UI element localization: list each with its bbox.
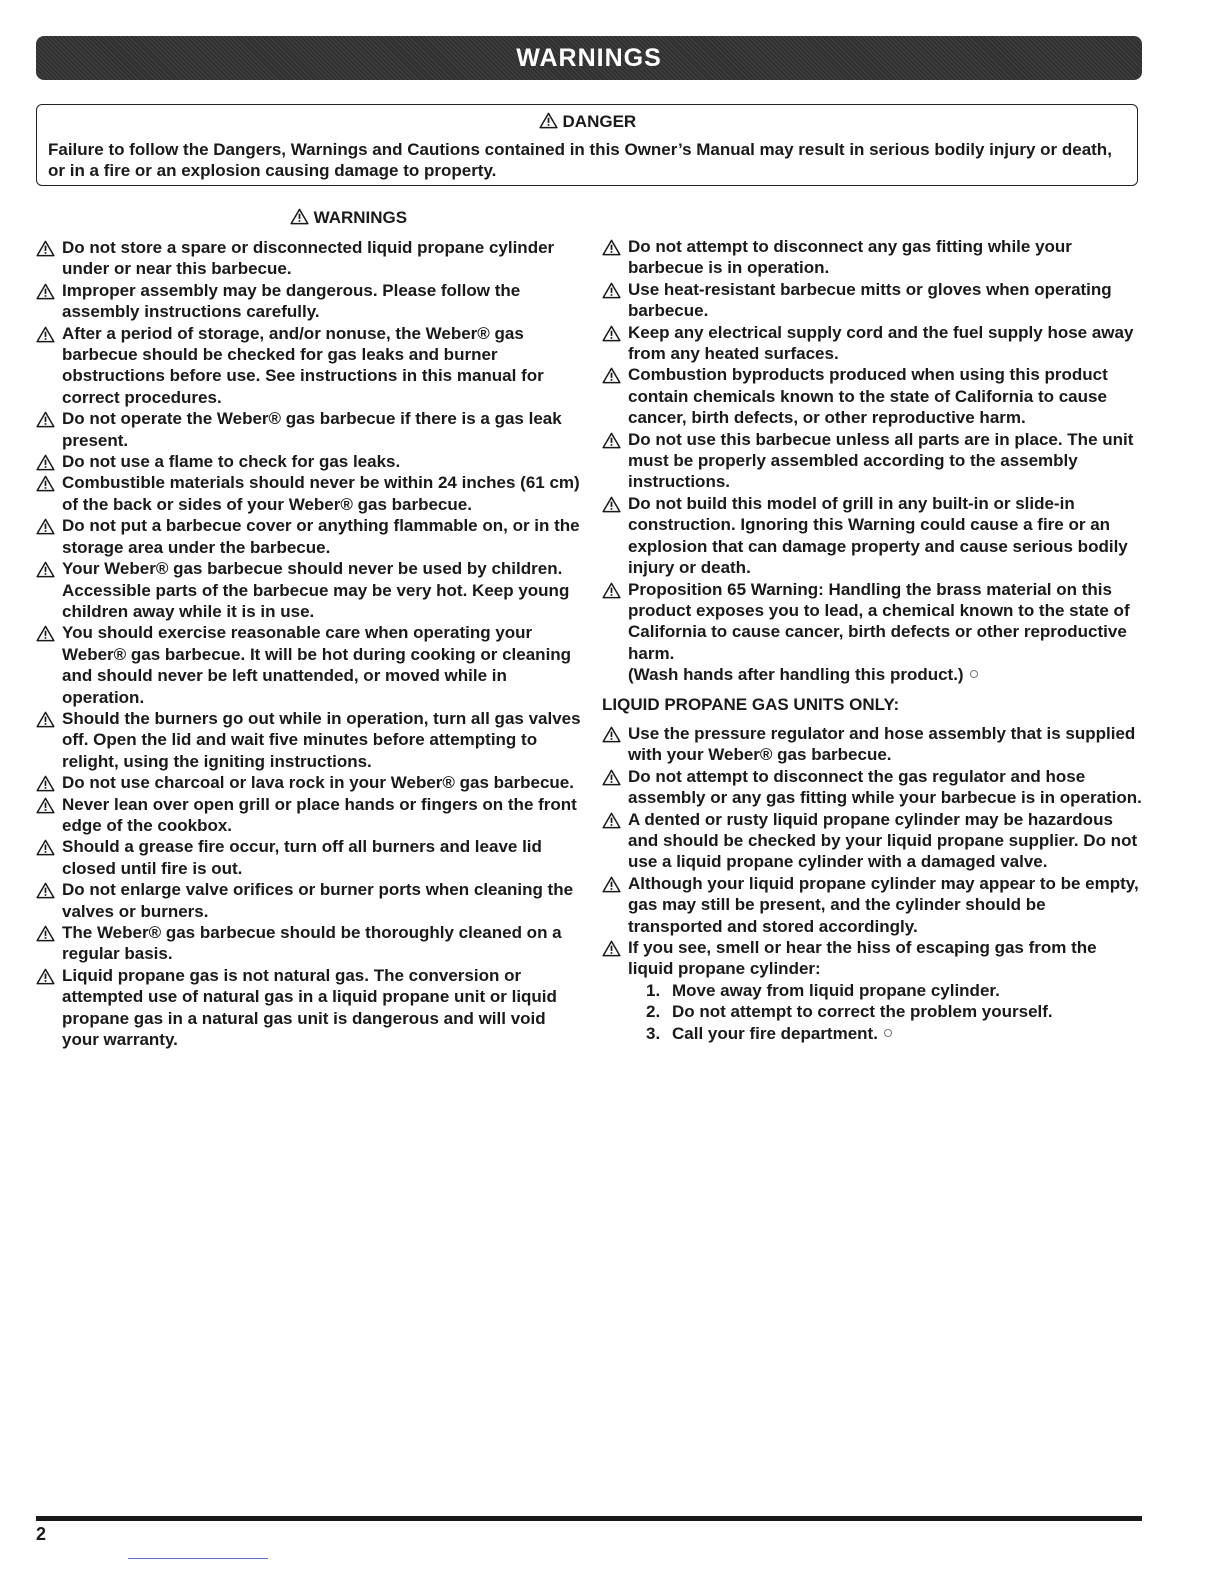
warning-text: Combustible materials should never be within 24 inches (61 cm) of the back or sides of your Weber® gas barbecue. [62,473,580,514]
leak-intro: If you see, smell or hear the hiss of escaping gas from the liquid propane cylinder: [628,938,1097,979]
warning-text: Do not store a spare or disconnected liquid propane cylinder under or near this barbecue. [62,238,555,279]
end-mark-icon [884,1029,892,1037]
step-text: Call your fire department. [672,1023,878,1043]
warning-triangle-icon [602,769,621,786]
prop65-item [602,579,1142,686]
danger-heading [48,111,1127,133]
warning-triangle-icon [36,775,55,792]
warning-text: Improper assembly may be dangerous. Please follow the assembly instructions carefully. [62,280,521,322]
warning-text: Your Weber® gas barbecue should never be used by children. Accessible parts of the barbecue may be very hot. Keep young children away while it is in use. [62,559,570,621]
warning-triangle-icon [36,711,55,728]
prop65-note-text: (Wash hands after handling this product.) [628,665,964,685]
warnings-banner [36,36,1142,80]
danger-heading-text: DANGER [562,112,637,131]
warning-text: Do not build this model of grill in any built-in or slide-in construction. Ignoring this Warning could cause a fire or an explosion that can damage property and cause serious bodily injury or death. [628,493,1128,578]
warning-text: Do not operate the Weber® gas barbecue if there is a gas leak present. [62,409,562,450]
warning-item [36,772,581,793]
warning-triangle-icon [602,282,621,299]
warning-text: Do not attempt to disconnect any gas fitting while your barbecue is in operation. [628,237,1072,278]
warning-text: Do not enlarge valve orifices or burner ports when cleaning the valves or burners. [62,880,574,921]
warning-item [36,323,581,409]
warning-triangle-icon [36,839,55,856]
warning-text: Do not put a barbecue cover or anything flammable on, or in the storage area under the barbecue. [62,516,580,557]
warning-triangle-icon [290,208,309,225]
warning-triangle-icon [602,496,621,513]
footer-line [128,1558,268,1559]
warning-item [36,280,581,323]
warning-triangle-icon [36,283,55,300]
step-text: Do not attempt to correct the problem yourself. [672,1002,1053,1022]
warning-triangle-icon [36,411,55,428]
warning-text: Use heat-resistant barbecue mitts or gloves when operating barbecue. [628,279,1112,321]
warning-text: Liquid propane gas is not natural gas. The conversion or attempted use of natural gas in a liquid propane unit or liquid propane gas in a natural gas unit is dangerous and will void your warranty. [62,965,557,1050]
warning-item [602,279,1142,322]
leak-step [646,1001,1142,1022]
warning-triangle-icon [602,582,621,599]
warning-item [36,836,581,879]
warning-text: Keep any electrical supply cord and the fuel supply hose away from any heated surfaces. [628,322,1134,364]
warning-text: The Weber® gas barbecue should be thoroughly cleaned on a regular basis. [62,923,562,964]
warning-triangle-icon [602,367,621,384]
warning-item [602,493,1142,579]
warning-triangle-icon [602,726,621,743]
warning-triangle-icon [602,876,621,893]
right-column [602,236,1142,1044]
leak-step [646,1023,1142,1044]
warning-triangle-icon [36,240,55,257]
step-text: Move away from liquid propane cylinder. [672,980,1000,1000]
warnings-heading [36,207,581,229]
warning-triangle-icon [602,325,621,342]
warning-item [36,515,581,558]
warning-text: Do not use a flame to check for gas leaks. [62,452,401,472]
warning-triangle-icon [602,432,621,449]
warning-text: After a period of storage, and/or nonuse, the Weber® gas barbecue should be checked for gas leaks and burner obstructions before use. See instructions in this manual for correct procedures. [62,323,544,407]
page-number: 2 [36,1524,47,1544]
warning-item [36,879,581,922]
step-number: 2. [646,1002,661,1022]
step-number: 1. [646,980,661,1000]
page-title: WARNINGS [516,43,662,72]
warning-item [36,922,581,965]
lp-heading: LIQUID PROPANE GAS UNITS ONLY: [602,694,900,714]
prop65-text: Proposition 65 Warning: Handling the brass material on this product exposes you to lead, a chemical known to the state of California to cause cancer, birth defects or other reproductive harm. [628,579,1130,663]
warning-item [36,408,581,451]
warning-text: A dented or rusty liquid propane cylinder may be hazardous and should be checked by your liquid propane supplier. Do not use a liquid propane cylinder with a damaged valve. [628,809,1138,872]
leak-item [602,937,1142,980]
warning-triangle-icon [602,940,621,957]
warning-item [602,873,1142,937]
warning-triangle-icon [36,925,55,942]
warning-item [602,809,1142,873]
warnings-heading-text: WARNINGS [313,208,408,227]
warning-triangle-icon [602,812,621,829]
warning-text: Do not use charcoal or lava rock in your Weber® gas barbecue. [62,773,574,793]
warning-triangle-icon [36,475,55,492]
warning-triangle-icon [36,454,55,471]
warning-item [602,322,1142,365]
warning-text: Never lean over open grill or place hands or fingers on the front edge of the cookbox. [62,794,577,835]
warning-triangle-icon [36,326,55,343]
left-column [36,207,581,1050]
warning-item [36,622,581,708]
warning-triangle-icon [36,797,55,814]
right-warning-list [602,236,1142,579]
danger-box [36,104,1138,186]
warning-text: Should a grease fire occur, turn off all burners and leave lid closed until fire is out. [62,837,542,878]
warning-item [602,429,1142,493]
end-mark-icon [970,670,978,678]
lp-warning-list [602,723,1142,937]
warning-text: Should the burners go out while in operation, turn all gas valves off. Open the lid and wait five minutes before attempting to relight, using the igniting instructions. [62,708,581,771]
warning-triangle-icon [36,518,55,535]
warning-text: Combustion byproducts produced when using this product contain chemicals known to the state of California to cause cancer, birth defects, or other reproductive harm. [628,365,1108,428]
warning-item [36,558,581,622]
warning-triangle-icon [602,239,621,256]
warning-text: Use the pressure regulator and hose assembly that is supplied with your Weber® gas barbecue. [628,723,1136,765]
warning-item [36,965,581,1051]
leak-step [646,980,1142,1001]
warning-item [36,708,581,772]
warning-item [36,451,581,472]
warning-triangle-icon [36,968,55,985]
warning-item [602,364,1142,428]
danger-text: Failure to follow the Dangers, Warnings and Cautions contained in this Owner’s Manual may result in serious bodily injury or death, or in a fire or an explosion causing damage to property. [48,140,1112,180]
warning-text: Although your liquid propane cylinder may appear to be empty, gas may still be present, and the cylinder should be transported and stored accordingly. [628,873,1139,936]
footer-rule [36,1516,1142,1521]
leak-steps [602,980,1142,1044]
warning-triangle-icon [539,112,558,129]
warning-triangle-icon [36,561,55,578]
warning-text: Do not attempt to disconnect the gas regulator and hose assembly or any gas fitting while your barbecue is in operation. [628,766,1142,808]
warning-item [602,766,1142,809]
warning-item [602,236,1142,279]
warning-text: You should exercise reasonable care when operating your Weber® gas barbecue. It will be hot during cooking or cleaning and should never be left unattended, or moved while in operation. [62,623,572,707]
warning-item [36,794,581,837]
warning-triangle-icon [36,625,55,642]
warning-text: Do not use this barbecue unless all parts are in place. The unit must be properly assembled according to the assembly instructions. [628,429,1134,492]
warning-item [36,472,581,515]
step-number: 3. [646,1023,661,1043]
warning-triangle-icon [36,882,55,899]
left-warning-list [36,237,581,1050]
prop65-note [628,664,1142,685]
warning-item [602,723,1142,766]
warning-item [36,237,581,280]
